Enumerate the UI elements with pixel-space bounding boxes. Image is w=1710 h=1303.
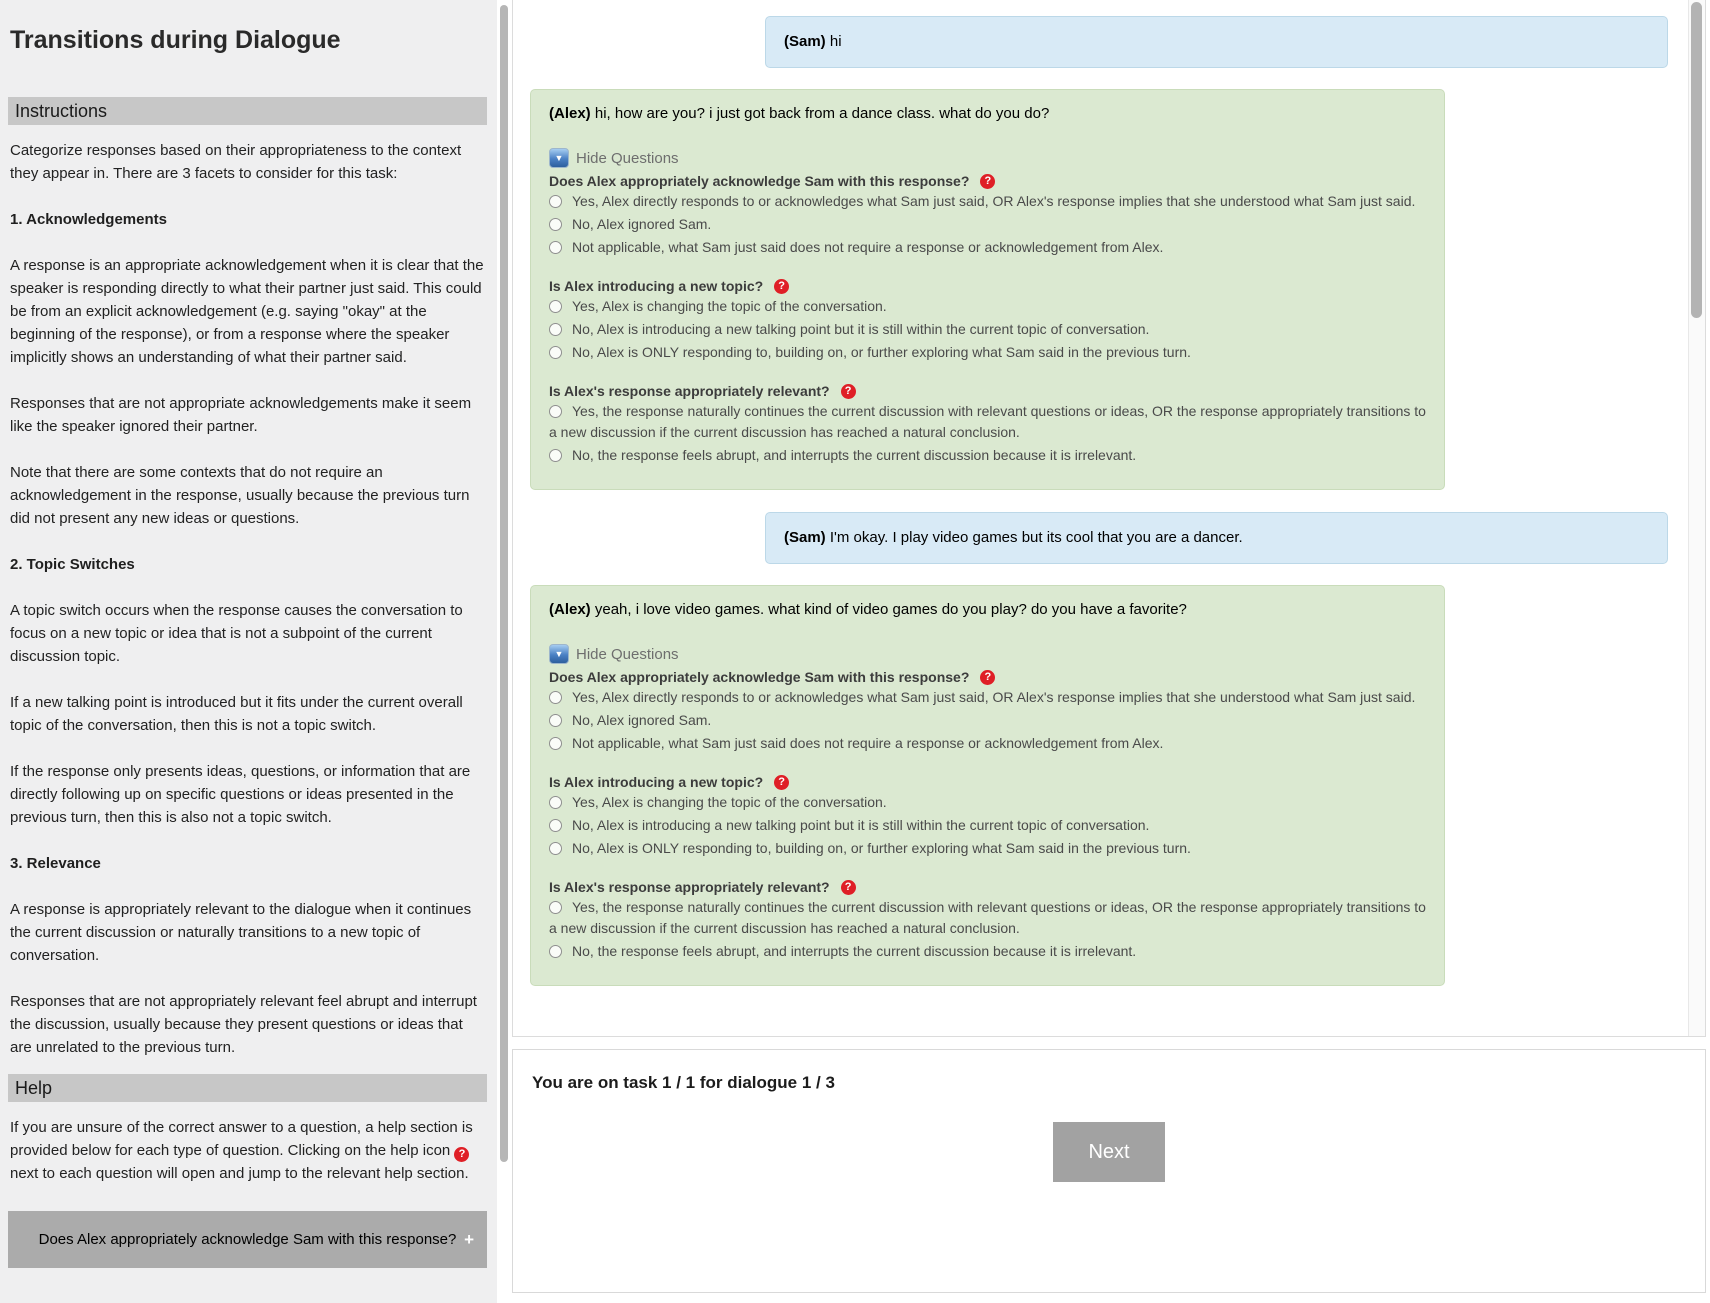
answer-option[interactable] [549, 319, 1426, 340]
chat-scrollbar-track[interactable] [1688, 0, 1705, 1036]
message-text [549, 601, 1426, 618]
radio-button[interactable] [549, 691, 562, 704]
question-text: Is Alex introducing a new topic? [549, 774, 764, 790]
task-footer-panel [512, 1049, 1706, 1293]
answer-option[interactable] [549, 214, 1426, 235]
section-paragraph: If a new talking point is introduced but it fits under the current overall topic of the conversation, then this is not a topic switch. [10, 694, 463, 734]
option-text: Yes, Alex is changing the topic of the conversation. [572, 298, 887, 314]
option-text: Yes, the response naturally continues the current discussion with relevant questions or ideas, OR the response appropriately transitions to a new discussion if the current discussion has reached a natural conclusion. [549, 403, 1426, 440]
section-paragraph: A topic switch occurs when the response causes the conversation to focus on a new topic or idea that is not a subpoint of the current discussion topic. [10, 602, 463, 665]
answer-option[interactable] [549, 401, 1426, 443]
option-text: No, the response feels abrupt, and interrupts the current discussion because it is irrelevant. [572, 943, 1137, 959]
answer-option[interactable] [549, 733, 1426, 754]
section-heading: 2. Topic Switches [10, 556, 135, 573]
question-label [549, 669, 1426, 685]
help-text-after: next to each question will open and jump to the relevant help section. [10, 1165, 469, 1182]
message-text [549, 105, 1426, 122]
radio-button[interactable] [549, 796, 562, 809]
radio-button[interactable] [549, 945, 562, 958]
option-text: Not applicable, what Sam just said does not require a response or acknowledgement from Alex. [572, 735, 1164, 751]
question-label [549, 774, 1426, 790]
page-title: Transitions during Dialogue [10, 26, 341, 54]
help-icon: ? [454, 1147, 469, 1162]
answer-option[interactable] [549, 792, 1426, 813]
speaker-name: (Alex) [549, 601, 591, 618]
radio-button[interactable] [549, 218, 562, 231]
instructions-intro: Categorize responses based on their appropriateness to the context they appear in. There are 3 facets to consider for this task: [10, 142, 462, 182]
option-text: No, Alex is introducing a new talking point but it is still within the current topic of conversation. [572, 817, 1150, 833]
answer-option[interactable] [549, 342, 1426, 363]
radio-button[interactable] [549, 195, 562, 208]
sam-message-bubble [765, 16, 1668, 68]
radio-button[interactable] [549, 901, 562, 914]
help-accordion-label: Does Alex appropriately acknowledge Sam with this response? [38, 1231, 457, 1248]
down-arrow-icon: ▼ [549, 644, 569, 664]
sam-message-bubble [765, 512, 1668, 564]
option-text: Yes, Alex is changing the topic of the conversation. [572, 794, 887, 810]
radio-button[interactable] [549, 449, 562, 462]
utterance: hi [829, 33, 842, 50]
speaker-name: (Alex) [549, 105, 591, 122]
option-text: No, Alex is ONLY responding to, building on, or further exploring what Sam said in the previous turn. [572, 840, 1191, 856]
utterance: yeah, i love video games. what kind of video games do you play? do you have a favorite? [594, 601, 1187, 618]
help-icon[interactable]: ? [841, 384, 856, 399]
section-paragraph: A response is appropriately relevant to the dialogue when it continues the current discussion or naturally transitions to a new topic of conversation. [10, 901, 472, 964]
answer-option[interactable] [549, 710, 1426, 731]
hide-questions-toggle[interactable] [549, 148, 679, 168]
answer-option[interactable] [549, 941, 1426, 962]
help-accordion-acknowledgement[interactable] [8, 1211, 487, 1268]
chat-transcript [513, 0, 1688, 1036]
option-text: Yes, Alex directly responds to or acknowledges what Sam just said, OR Alex's response implies that she understood what Sam just said. [572, 193, 1416, 209]
help-icon[interactable]: ? [841, 880, 856, 895]
answer-option[interactable] [549, 815, 1426, 836]
main-area [512, 0, 1706, 1293]
speaker-name: (Sam) [784, 33, 826, 50]
instruction-sections [10, 208, 487, 1059]
hide-questions-label: Hide Questions [576, 645, 679, 663]
help-icon[interactable]: ? [774, 775, 789, 790]
option-text: Yes, the response naturally continues the current discussion with relevant questions or ideas, OR the response appropriately transitions to a new discussion if the current discussion has reached a natural conclusion. [549, 899, 1426, 936]
section-paragraph: Note that there are some contexts that do not require an acknowledgement in the response, usually because the previous turn did not present any new ideas or questions. [10, 464, 470, 527]
radio-button[interactable] [549, 714, 562, 727]
hide-questions-toggle[interactable] [549, 644, 679, 664]
section-paragraph: A response is an appropriate acknowledgement when it is clear that the speaker is responding directly to what their partner just said. This could be from an explicit acknowledgement (e.g. saying "okay" at the beginning of the response), or from a response where the speaker implicitly shows an understanding of what their partner said. [10, 257, 484, 366]
expand-icon: + [464, 1229, 474, 1249]
alex-response-block [530, 585, 1445, 986]
option-text: No, the response feels abrupt, and interrupts the current discussion because it is irrelevant. [572, 447, 1137, 463]
message-text [784, 33, 1649, 50]
question-text: Does Alex appropriately acknowledge Sam with this response? [549, 669, 970, 685]
message-text [784, 529, 1649, 546]
chat-scrollbar-thumb[interactable] [1691, 2, 1702, 318]
help-icon[interactable]: ? [980, 670, 995, 685]
answer-option[interactable] [549, 296, 1426, 317]
question-text: Is Alex's response appropriately relevant? [549, 879, 830, 895]
option-text: No, Alex is ONLY responding to, building on, or further exploring what Sam said in the previous turn. [572, 344, 1191, 360]
answer-option[interactable] [549, 191, 1426, 212]
radio-button[interactable] [549, 405, 562, 418]
chat-panel [512, 0, 1706, 1037]
speaker-name: (Sam) [784, 529, 826, 546]
section-heading: 1. Acknowledgements [10, 211, 167, 228]
answer-option[interactable] [549, 445, 1426, 466]
section-heading: 3. Relevance [10, 855, 101, 872]
section-paragraph: If the response only presents ideas, questions, or information that are directly following up on specific questions or ideas presented in the previous turn, then this is also not a topic switch. [10, 763, 471, 826]
utterance: I'm okay. I play video games but its cool that you are a dancer. [829, 529, 1243, 546]
sidebar-scrollbar-thumb[interactable] [500, 5, 508, 1162]
option-text: No, Alex ignored Sam. [572, 216, 712, 232]
utterance: hi, how are you? i just got back from a dance class. what do you do? [594, 105, 1050, 122]
radio-button[interactable] [549, 819, 562, 832]
radio-button[interactable] [549, 241, 562, 254]
question-text: Is Alex introducing a new topic? [549, 278, 764, 294]
radio-button[interactable] [549, 737, 562, 750]
question-group [549, 669, 1426, 962]
answer-option[interactable] [549, 897, 1426, 939]
option-text: No, Alex ignored Sam. [572, 712, 712, 728]
next-button[interactable]: Next [1053, 1122, 1165, 1182]
option-text: Yes, Alex directly responds to or acknowledges what Sam just said, OR Alex's response implies that she understood what Sam just said. [572, 689, 1416, 705]
section-paragraph: Responses that are not appropriate acknowledgements make it seem like the speaker ignored their partner. [10, 395, 472, 435]
question-text: Is Alex's response appropriately relevant? [549, 383, 830, 399]
help-icon[interactable]: ? [980, 174, 995, 189]
hide-questions-label: Hide Questions [576, 149, 679, 167]
help-header: Help [8, 1074, 487, 1102]
section-paragraph: Responses that are not appropriately relevant feel abrupt and interrupt the discussion, usually because they present questions or ideas that are unrelated to the previous turn. [10, 993, 477, 1056]
radio-button[interactable] [549, 300, 562, 313]
help-icon[interactable]: ? [774, 279, 789, 294]
instructions-sidebar [0, 0, 497, 1303]
option-text: Not applicable, what Sam just said does not require a response or acknowledgement from Alex. [572, 239, 1164, 255]
radio-button[interactable] [549, 842, 562, 855]
answer-option[interactable] [549, 838, 1426, 859]
question-group [549, 173, 1426, 466]
task-progress-status: You are on task 1 / 1 for dialogue 1 / 3 [532, 1073, 835, 1092]
radio-button[interactable] [549, 323, 562, 336]
question-text: Does Alex appropriately acknowledge Sam with this response? [549, 173, 970, 189]
help-paragraph [10, 1116, 487, 1185]
alex-response-block [530, 89, 1445, 490]
question-label [549, 173, 1426, 189]
instructions-header: Instructions [8, 97, 487, 125]
answer-option[interactable] [549, 687, 1426, 708]
question-label [549, 278, 1426, 294]
down-arrow-icon: ▼ [549, 148, 569, 168]
answer-option[interactable] [549, 237, 1426, 258]
option-text: No, Alex is introducing a new talking point but it is still within the current topic of conversation. [572, 321, 1150, 337]
radio-button[interactable] [549, 346, 562, 359]
help-text-before: If you are unsure of the correct answer to a question, a help section is provided below for each type of question. Clicking on the help icon [10, 1119, 473, 1159]
question-label [549, 383, 1426, 399]
question-label [549, 879, 1426, 895]
